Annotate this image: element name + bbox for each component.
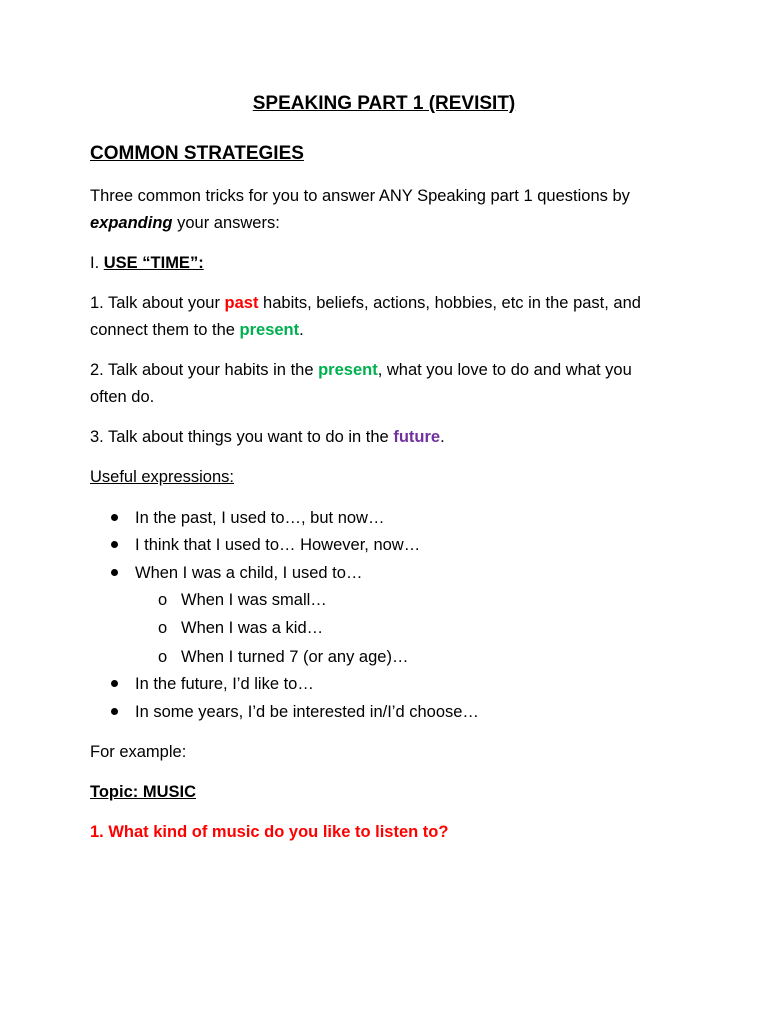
- list-item: In the past, I used to…, but now…: [135, 509, 385, 527]
- keyword-future: future: [393, 428, 441, 446]
- item-3-text-a: 3. Talk about things you want to do in the: [90, 428, 394, 446]
- item-3: [90, 424, 445, 451]
- item-3-text-b: .: [440, 428, 445, 446]
- item-1-text-d: .: [299, 321, 304, 339]
- sub-list-item: When I was a kid…: [181, 619, 324, 637]
- sub-bullet-icon: o: [158, 648, 168, 666]
- section-heading: COMMON STRATEGIES: [90, 143, 304, 164]
- keyword-past: past: [224, 294, 259, 312]
- keyword-present: present: [239, 321, 300, 339]
- useful-expressions-label: Useful expressions:: [90, 468, 234, 486]
- list-item: In some years, I’d be interested in/I’d choose…: [135, 703, 479, 721]
- item-1-line-1: [90, 290, 641, 317]
- point-label: USE “TIME”:: [103, 254, 204, 272]
- intro-emphasis: expanding: [90, 214, 173, 232]
- sub-list-item: When I turned 7 (or any age)…: [181, 648, 409, 666]
- item-2-line-2: often do.: [90, 388, 155, 406]
- item-1-text-c: connect them to the: [90, 321, 240, 339]
- intro-line-2-rest: your answers:: [172, 214, 280, 232]
- item-1-text-b: habits, beliefs, actions, hobbies, etc in the past, and: [258, 294, 641, 312]
- sub-bullet-icon: o: [158, 591, 168, 609]
- list-item: In the future, I’d like to…: [135, 675, 314, 693]
- sub-list-item: When I was small…: [181, 591, 327, 609]
- item-1-text-a: 1. Talk about your: [90, 294, 225, 312]
- bullet-icon: [111, 569, 118, 576]
- bullet-icon: [111, 514, 118, 521]
- intro-line-2: [90, 210, 280, 237]
- list-item: When I was a child, I used to…: [135, 564, 363, 582]
- item-1-line-2: [90, 317, 304, 344]
- document-title: SPEAKING PART 1 (REVISIT): [252, 93, 516, 114]
- bullet-icon: [111, 680, 118, 687]
- keyword-present-2: present: [318, 361, 378, 379]
- example-label: For example:: [90, 743, 187, 761]
- list-item: I think that I used to… However, now…: [135, 536, 421, 554]
- item-2-line-1: [90, 357, 632, 384]
- point-heading: [90, 250, 204, 277]
- bullet-icon: [111, 541, 118, 548]
- intro-line-1: Three common tricks for you to answer ANY Speaking part 1 questions by: [90, 187, 630, 205]
- point-prefix: I.: [90, 254, 104, 272]
- item-2-text-a: 2. Talk about your habits in the: [90, 361, 319, 379]
- question-1: 1. What kind of music do you like to listen to?: [90, 823, 449, 841]
- topic-heading: Topic: MUSIC: [90, 783, 197, 801]
- sub-bullet-icon: o: [158, 619, 168, 637]
- item-2-text-b: , what you love to do and what you: [377, 361, 632, 379]
- bullet-icon: [111, 708, 118, 715]
